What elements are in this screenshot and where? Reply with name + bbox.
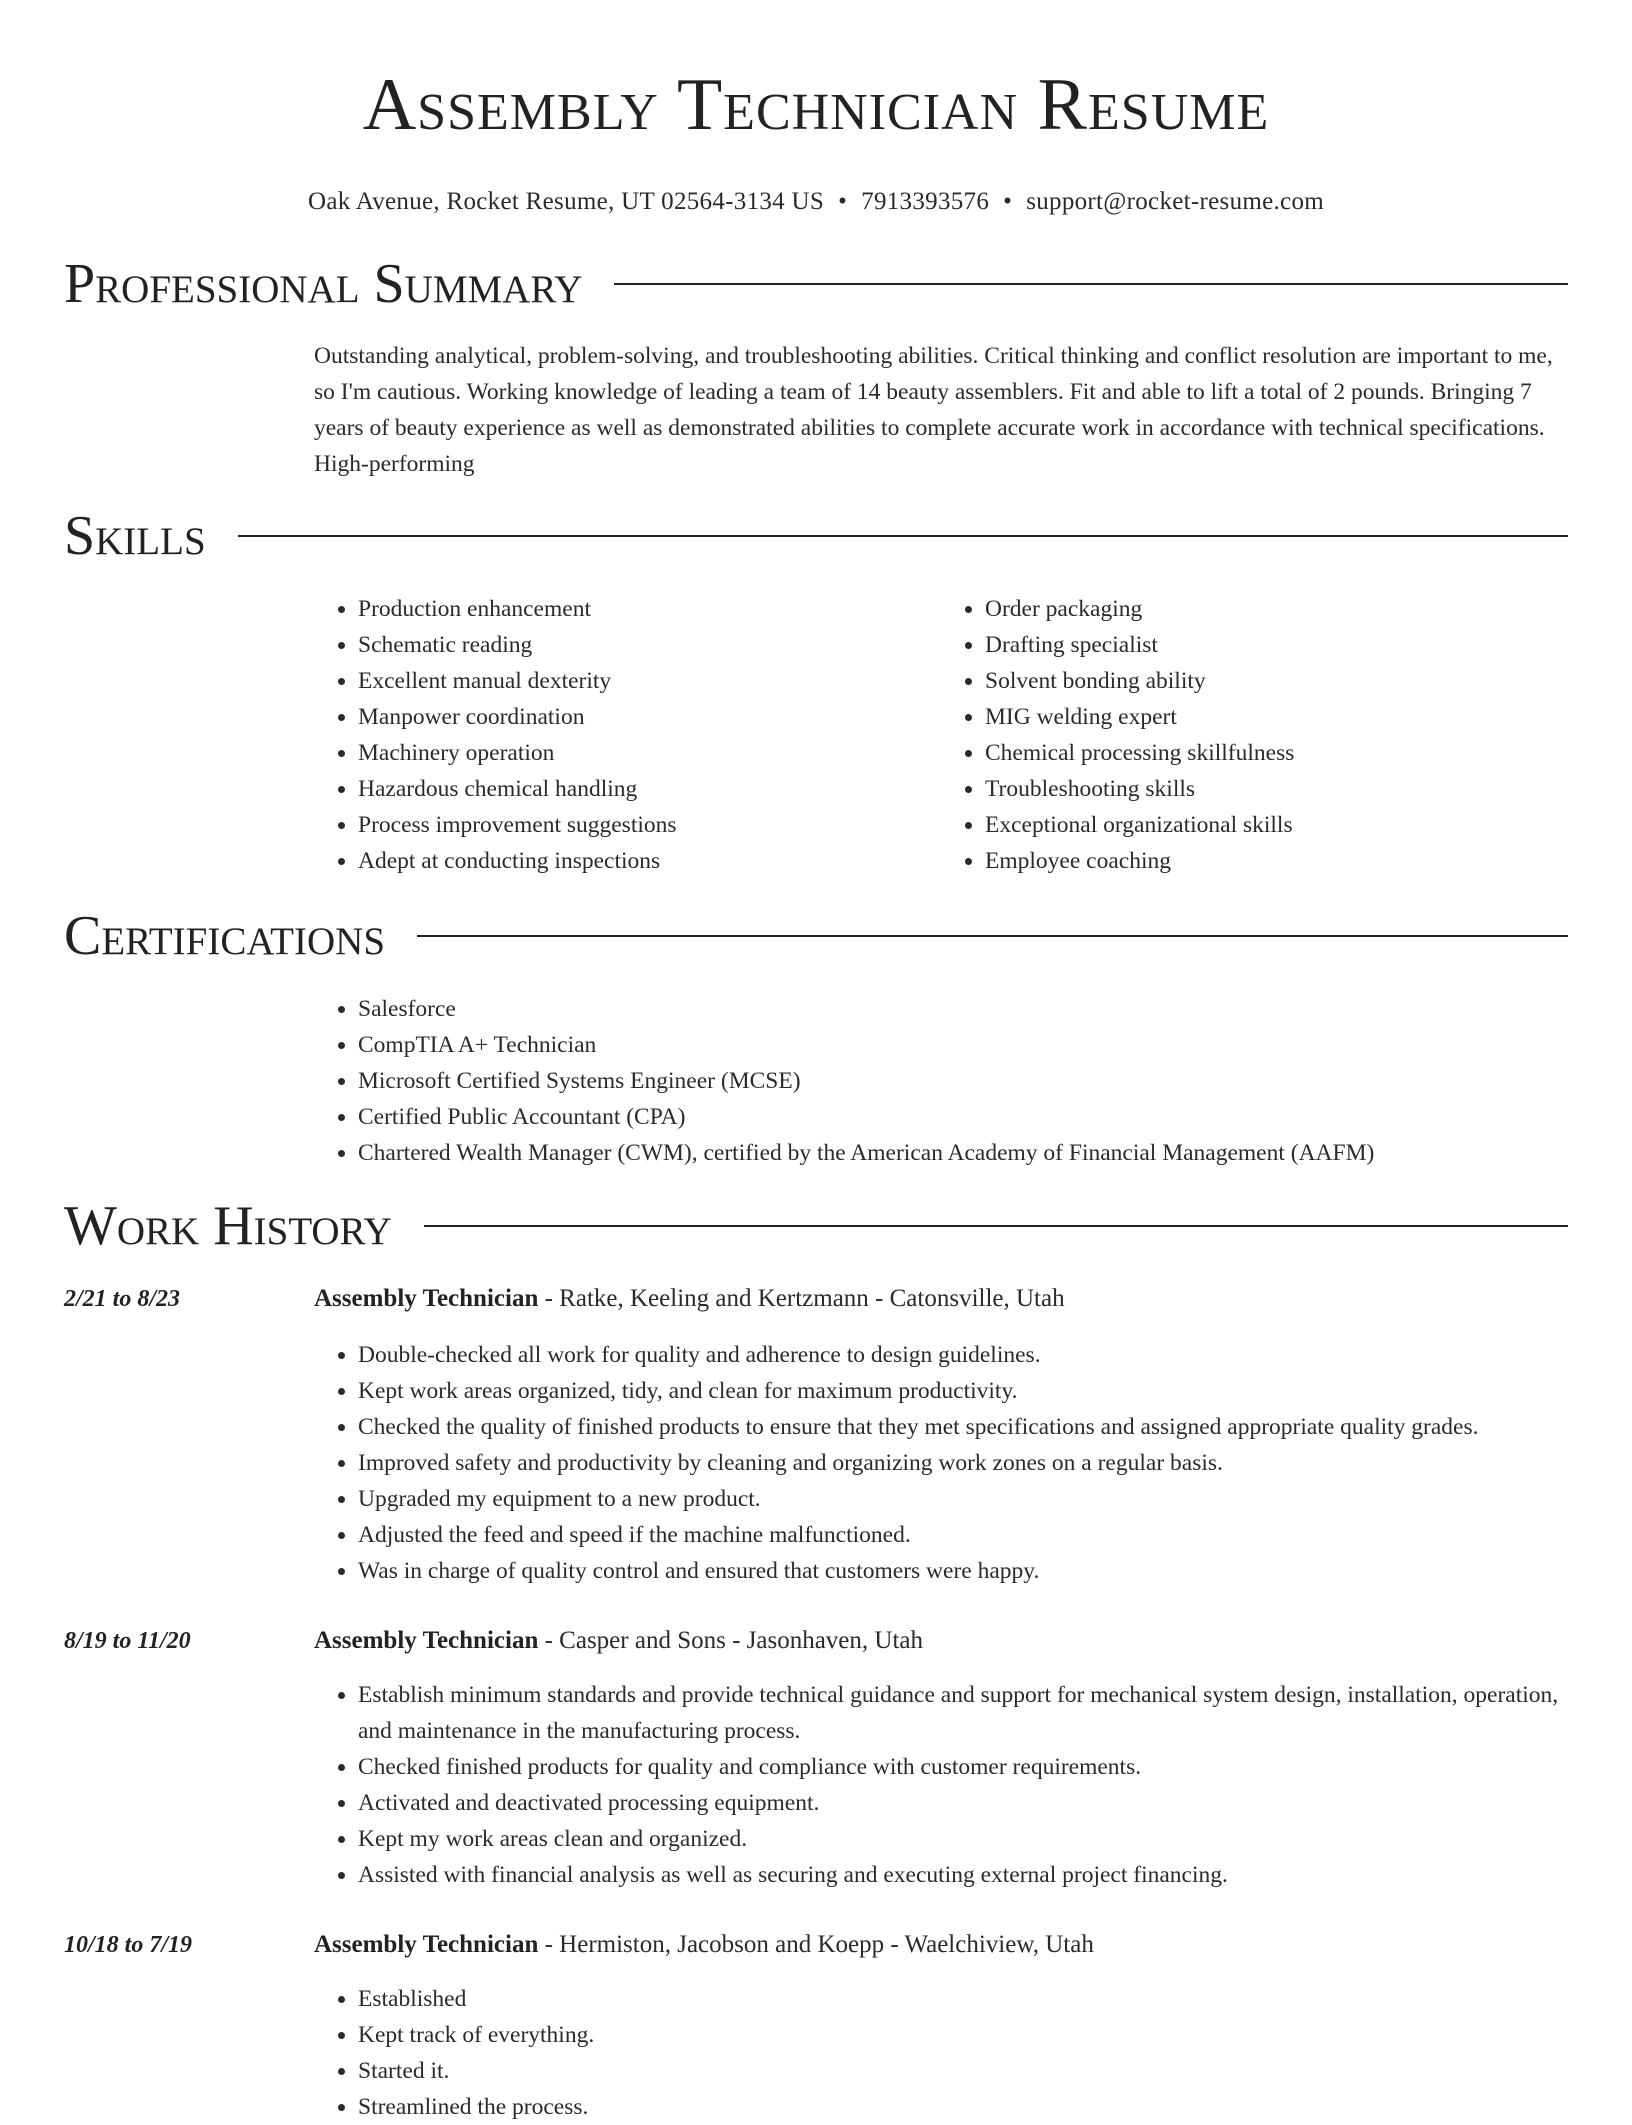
skill-item: • Exceptional organizational skills (985, 807, 1568, 843)
job-bullet: • Establish minimum standards and provide technical guidance and support for mechanical system design, installation, operation, and maintenance in the manufacturing process. (358, 1677, 1568, 1749)
skill-item: • Troubleshooting skills (985, 771, 1568, 807)
section-divider (238, 535, 1568, 537)
certifications-block (314, 991, 1568, 1171)
skill-item: • Drafting specialist (985, 627, 1568, 663)
contact-email: support@rocket-resume.com (1026, 188, 1324, 215)
job-bullet: • Assisted with financial analysis as well as securing and executing external project financing. (358, 1857, 1568, 1893)
job-heading (314, 1931, 1568, 1959)
job-company-location: - Casper and Sons - Jasonhaven, Utah (538, 1627, 924, 1654)
summary-section-header (64, 252, 1568, 316)
skills-section-header (64, 504, 1568, 568)
job-title: Assembly Technician (314, 1285, 539, 1312)
job-bullet: • Double-checked all work for quality and adherence to design guidelines. (358, 1337, 1568, 1373)
skill-item: • Adept at conducting inspections (358, 843, 941, 879)
job-title: Assembly Technician (314, 1931, 539, 1958)
skill-item: • Schematic reading (358, 627, 941, 663)
contact-phone: 7913393576 (861, 188, 990, 215)
job-bullet: • Adjusted the feed and speed if the machine malfunctioned. (358, 1517, 1568, 1553)
summary-heading: Professional Summary (64, 253, 583, 315)
job-company-location: - Ratke, Keeling and Kertzmann - Catonsville, Utah (538, 1285, 1065, 1312)
job-bullet: • Streamlined the process. (358, 2089, 1568, 2125)
skill-item: • Chemical processing skillfulness (985, 735, 1568, 771)
skills-list-right (941, 591, 1568, 879)
job-heading (314, 1285, 1568, 1313)
certification-item: • CompTIA A+ Technician (358, 1027, 1568, 1063)
job-bullet: • Activated and deactivated processing equipment. (358, 1785, 1568, 1821)
certification-item: • Chartered Wealth Manager (CWM), certified by the American Academy of Financial Management (AAFM) (358, 1135, 1568, 1171)
contact-separator: • (838, 188, 848, 215)
skill-item: • Solvent bonding ability (985, 663, 1568, 699)
job-bullet: • Checked finished products for quality and compliance with customer requirements. (358, 1749, 1568, 1785)
job-dates: 2/21 to 8/23 (64, 1286, 181, 1312)
certification-item: • Certified Public Accountant (CPA) (358, 1099, 1568, 1135)
skill-item: • Production enhancement (358, 591, 941, 627)
skill-item: • Hazardous chemical handling (358, 771, 941, 807)
skill-item: • Order packaging (985, 591, 1568, 627)
section-divider (417, 935, 1568, 937)
certifications-heading: Certifications (64, 905, 386, 967)
job-bullets (314, 1677, 1568, 1893)
job-bullet: • Kept my work areas clean and organized. (358, 1821, 1568, 1857)
certifications-section-header (64, 904, 1568, 968)
job-bullets (314, 1337, 1568, 1589)
job-bullets (314, 1981, 1568, 2125)
skills-list-left (314, 591, 941, 879)
job-dates: 10/18 to 7/19 (64, 1932, 193, 1958)
work-section-header (64, 1194, 1568, 1258)
job-dates: 8/19 to 11/20 (64, 1628, 191, 1654)
job-company-location: - Hermiston, Jacobson and Koepp - Waelchiview, Utah (538, 1931, 1094, 1958)
skills-heading: Skills (64, 505, 206, 567)
skill-item: • Excellent manual dexterity (358, 663, 941, 699)
certifications-list (314, 991, 1568, 1171)
job-heading (314, 1627, 1568, 1655)
contact-line (0, 188, 1632, 216)
certification-item: • Microsoft Certified Systems Engineer (MCSE) (358, 1063, 1568, 1099)
contact-address: Oak Avenue, Rocket Resume, UT 02564-3134 US (308, 188, 825, 215)
certification-item: • Salesforce (358, 991, 1568, 1027)
section-divider (424, 1225, 1568, 1227)
job-title: Assembly Technician (314, 1627, 539, 1654)
skill-item: • Manpower coordination (358, 699, 941, 735)
job-bullet: • Kept track of everything. (358, 2017, 1568, 2053)
summary-text: Outstanding analytical, problem-solving, and troubleshooting abilities. Critical thinking and conflict resolution are important to me, so I'm cautious. Working knowledge of leading a team of 14 beauty assemblers. Fit and able to lift a total of 2 pounds. Bringing 7 years of beauty experience as well as demonstrated abilities to complete accurate work in accordance with technical specifications. High-performing (314, 343, 1553, 477)
work-heading: Work History (64, 1195, 392, 1257)
job-bullet: • Upgraded my equipment to a new product. (358, 1481, 1568, 1517)
skill-item: • MIG welding expert (985, 699, 1568, 735)
skill-item: • Employee coaching (985, 843, 1568, 879)
skills-columns (314, 591, 1568, 879)
section-divider (614, 283, 1568, 285)
job-bullet: • Was in charge of quality control and ensured that customers were happy. (358, 1553, 1568, 1589)
skill-item: • Machinery operation (358, 735, 941, 771)
job-bullet: • Established (358, 1981, 1568, 2017)
skill-item: • Process improvement suggestions (358, 807, 941, 843)
job-bullet: • Improved safety and productivity by cleaning and organizing work zones on a regular basis. (358, 1445, 1568, 1481)
job-bullet: • Started it. (358, 2053, 1568, 2089)
resume-title: Assembly Technician Resume (362, 64, 1270, 146)
contact-separator: • (1003, 188, 1013, 215)
job-bullet: • Checked the quality of finished products to ensure that they met specifications and assigned appropriate quality grades. (358, 1409, 1568, 1445)
job-bullet: • Kept work areas organized, tidy, and clean for maximum productivity. (358, 1373, 1568, 1409)
